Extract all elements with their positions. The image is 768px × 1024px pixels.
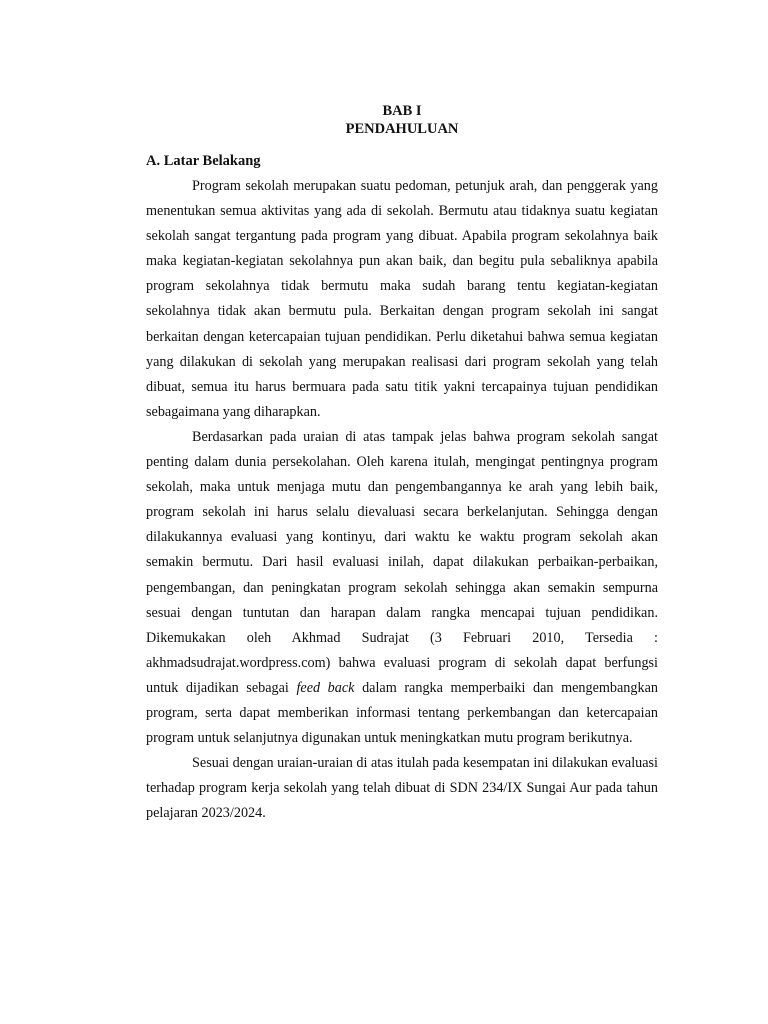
paragraph-1: Program sekolah merupakan suatu pedoman, petunjuk arah, dan penggerak yang menentukan semua aktivitas yang ada di sekolah. Bermutu atau tidaknya suatu kegiatan sekolah sangat tergantung pada program yang dibuat. Apabila program sekolahnya baik maka kegiatan-kegiatan sekolahnya pun akan baik, dan begitu pula sebaliknya apabila program sekolahnya tidak bermutu maka sudah barang tentu kegiatan-kegiatan sekolahnya tidak akan bermutu pula. Berkaitan dengan program sekolah ini sangat berkaitan dengan ketercapaian tujuan pendidikan. Perlu diketahui bahwa semua kegiatan yang dilakukan di sekolah yang merupakan realisasi dari program sekolah yang telah dibuat, semua itu harus bermuara pada satu titik yakni tercapainya tujuan pendidikan sebagaimana yang diharapkan.: [146, 178, 658, 420]
section-heading: A. Latar Belakang: [146, 153, 261, 169]
paragraph-2-text-end: dalam rangka memperbaiki dan mengembangkan program, serta dapat memberikan informasi tentang perkembangan dan ketercapaian program untuk selanjutnya digunakan untuk meningkatkan mutu program berikutnya.: [146, 679, 658, 747]
paragraph-2-text-start: Berdasarkan pada uraian di atas tampak jelas bahwa program sekolah sangat penting dalam dunia persekolahan. Oleh karena itulah, mengingat pentingnya program sekolah, maka untuk menjaga mutu dan pengembangannya ke arah yang lebih baik, program sekolah ini harus selalu dievaluasi secara berkelanjutan. Sehingga dengan dilakukannya evaluasi yang kontinyu, dari waktu ke waktu program sekolah akan semakin bermutu. Dari hasil evaluasi inilah, dapat dilakukan perbaikan-perbaikan, pengembangan, dan peningkatan program sekolah sehingga akan semakin sempurna sesuai dengan tuntutan dan harapan dalam rangka mencapai tujuan pendidikan. Dikemukakan oleh Akhmad Sudrajat (3 Februari 2010, Tersedia : akhmadsudrajat.wordpress.com) bahwa evaluasi program di sekolah dapat berfungsi untuk dijadikan sebagai: [146, 428, 658, 696]
paragraph-2: [146, 425, 658, 751]
document-page: [146, 102, 658, 826]
paragraph-2-italic-term: feed back: [296, 679, 355, 696]
chapter-number: BAB I: [382, 103, 422, 119]
chapter-title: PENDAHULUAN: [345, 121, 459, 137]
paragraph-3: Sesuai dengan uraian-uraian di atas itulah pada kesempatan ini dilakukan evaluasi terhadap program kerja sekolah yang telah dibuat di SDN 234/IX Sungai Aur pada tahun pelajaran 2023/2024.: [146, 755, 658, 822]
